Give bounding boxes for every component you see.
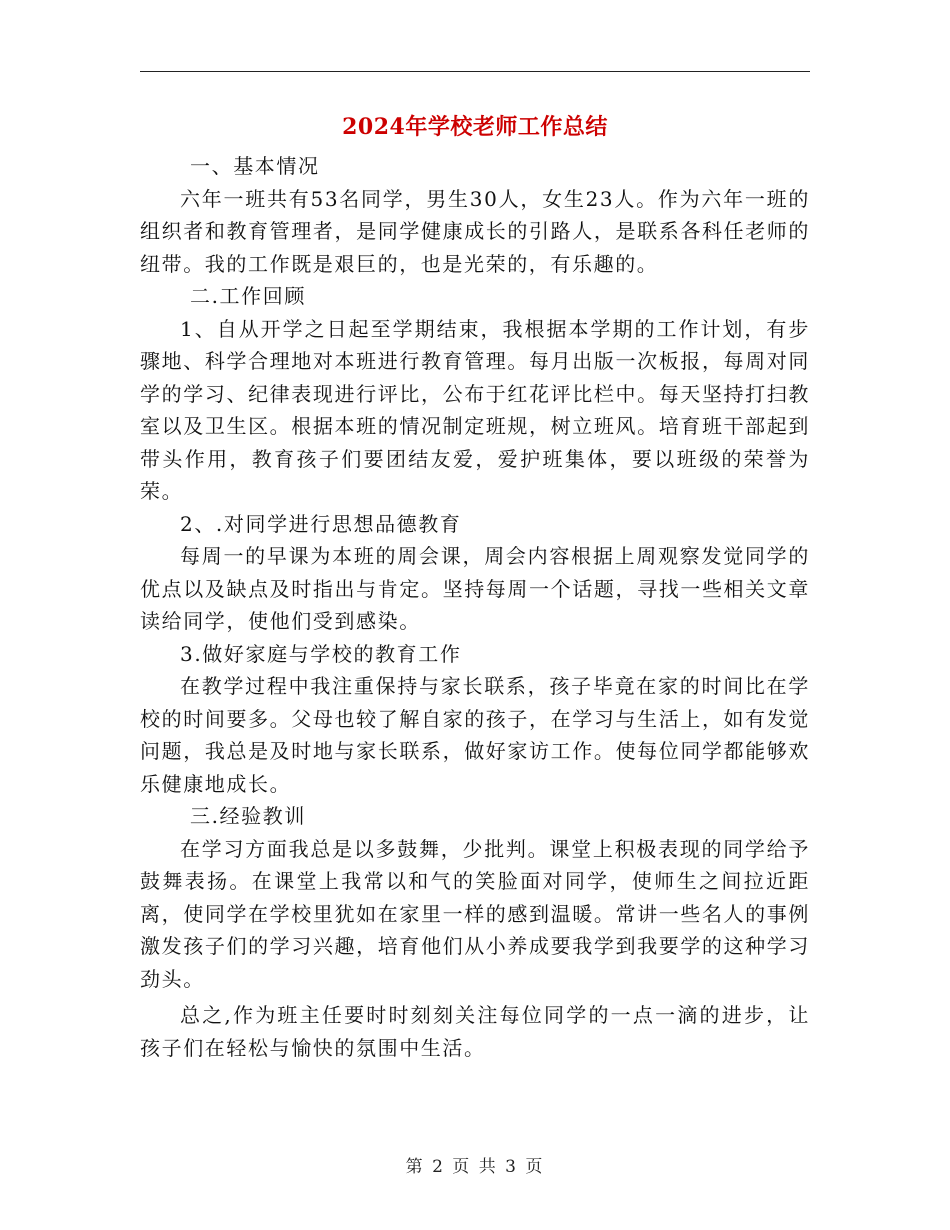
subheading-home-school: 3.做好家庭与学校的教育工作 [180, 641, 462, 666]
paragraph-moral-education: 每周一的早课为本班的周会课，周会内容根据上周观察发觉同学的优点以及缺点及时指出与肯定。坚持每周一个话题，寻找一些相关文章读给同学，使他们受到感染。 [140, 544, 810, 633]
paragraph-work-review-1: 1、自从开学之日起至学期结束，我根据本学期的工作计划，有步骤地、科学合理地对本班进行教育管理。每月出版一次板报，每周对同学的学习、纪律表现进行评比，公布于红花评比栏中。每天坚持打扫教室以及卫生区。根据本班的情况制定班规，树立班风。培育班干部起到带头作用，教育孩子们要团结友爱，爱护班集体，要以班级的荣誉为荣。 [140, 316, 810, 503]
paragraph-conclusion: 总之,作为班主任要时时刻刻关注每位同学的一点一滴的进步，让孩子们在轻松与愉快的氛围中生活。 [140, 1003, 810, 1060]
page-number-footer: 第 2 页 共 3 页 [405, 1157, 545, 1177]
subheading-moral-education: 2、.对同学进行思想品德教育 [180, 511, 462, 536]
document-title: 2024年学校老师工作总结 [342, 114, 608, 140]
section-heading-work-review: 二.工作回顾 [190, 284, 306, 308]
section-heading-basic-info: 一、基本情况 [190, 154, 320, 178]
header-rule [140, 71, 810, 72]
section-heading-lessons: 三.经验教训 [190, 804, 306, 828]
paragraph-lessons: 在学习方面我总是以多鼓舞，少批判。课堂上积极表现的同学给予鼓舞表扬。在课堂上我常以和气的笑脸面对同学，使师生之间拉近距离，使同学在学校里犹如在家里一样的感到温暖。常讲一些名人的事例激发孩子们的学习兴趣，培育他们从小养成要我学到我要学的这种学习劲头。 [140, 836, 810, 991]
document-body [140, 150, 810, 1064]
paragraph-home-school: 在教学过程中我注重保持与家长联系，孩子毕竟在家的时间比在学校的时间要多。父母也较了解自家的孩子，在学习与生活上，如有发觉问题，我总是及时地与家长联系，做好家访工作。使每位同学都能够欢乐健康地成长。 [140, 674, 810, 796]
paragraph-basic-info: 六年一班共有53名同学，男生30人，女生23人。作为六年一班的组织者和教育管理者，是同学健康成长的引路人，是联系各科任老师的纽带。我的工作既是艰巨的，也是光荣的，有乐趣的。 [140, 186, 810, 276]
